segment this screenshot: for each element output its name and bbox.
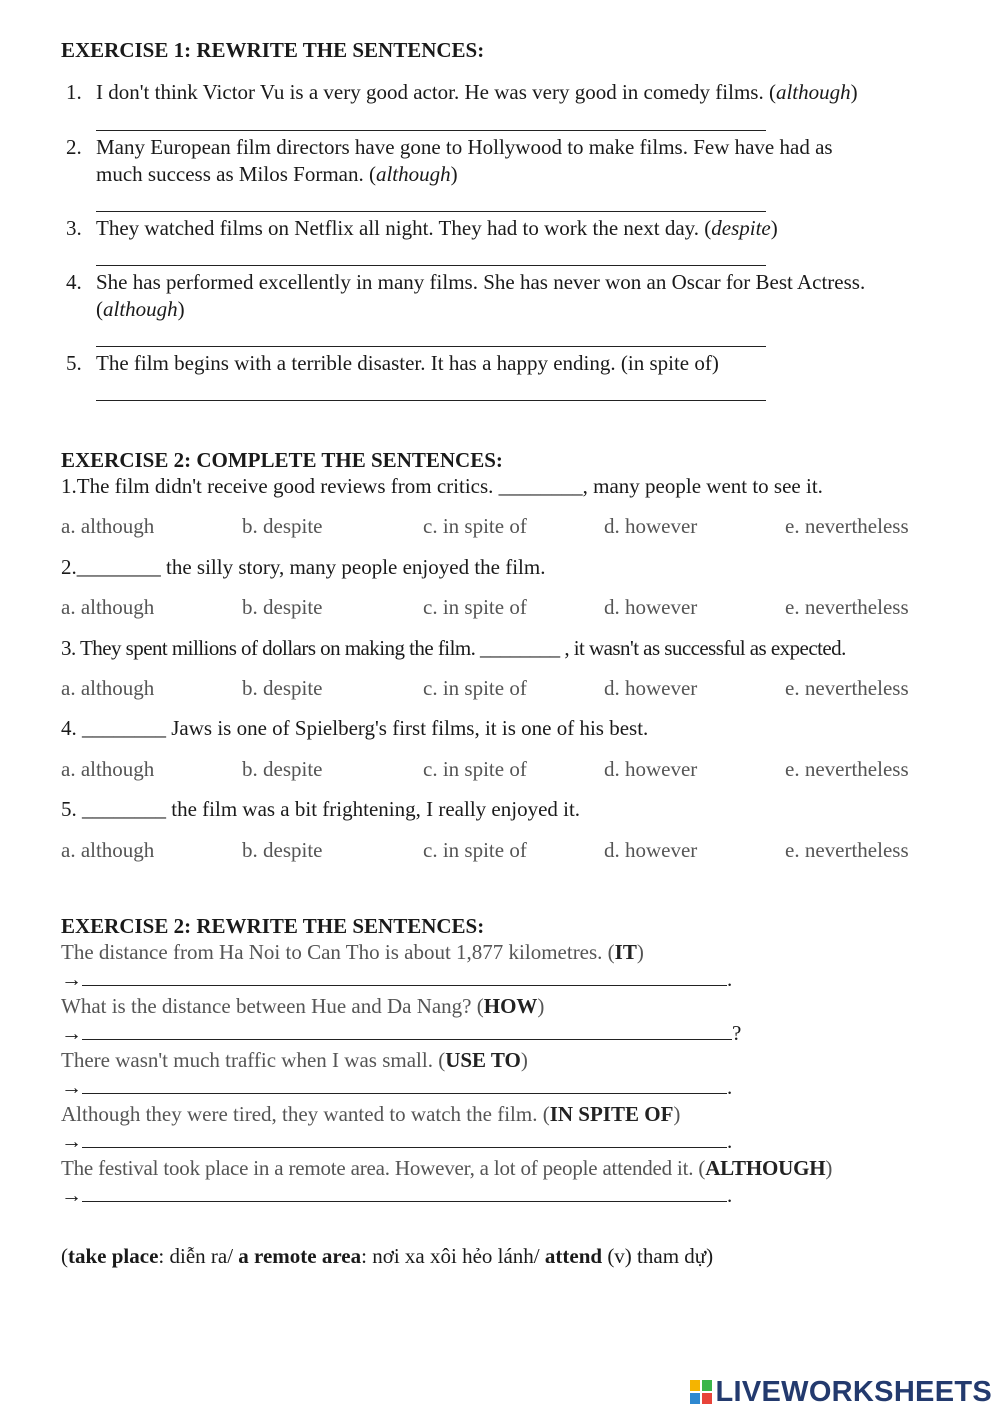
answer-blank[interactable] <box>82 1133 727 1148</box>
ex3-answer-5[interactable]: → . <box>61 1183 733 1207</box>
option-c[interactable]: c. in spite of <box>423 595 527 619</box>
ex2-question-1: 1.The film didn't receive good reviews from critics. ________, many people went to see it. <box>61 474 823 498</box>
answer-blank[interactable] <box>82 1025 732 1040</box>
option-c[interactable]: c. in spite of <box>423 757 527 781</box>
item-text: I don't think Victor Vu is a very good actor. He was very good in comedy films. (although) <box>96 80 858 104</box>
exercise-1-heading: EXERCISE 1: REWRITE THE SENTENCES: <box>61 38 485 62</box>
exercise-3-heading: EXERCISE 2: REWRITE THE SENTENCES: <box>61 914 485 938</box>
option-a[interactable]: a. although <box>61 676 155 700</box>
answer-line[interactable] <box>96 130 766 131</box>
ex3-item-1: The distance from Ha Noi to Can Tho is about 1,877 kilometres. (IT) <box>61 940 644 964</box>
answer-line[interactable] <box>96 265 766 266</box>
option-a[interactable]: a. although <box>61 595 155 619</box>
item-number: 2. <box>66 135 82 159</box>
ex2-question-4: 4. ________ Jaws is one of Spielberg's first films, it is one of his best. <box>61 716 649 740</box>
item-text: The film begins with a terrible disaster. It has a happy ending. (in spite of) <box>96 351 719 375</box>
option-c[interactable]: c. in spite of <box>423 514 527 538</box>
ex2-question-2: 2.________ the silly story, many people enjoyed the film. <box>61 555 546 579</box>
option-a[interactable]: a. although <box>61 514 155 538</box>
logo-text: LIVEWORKSHEETS <box>715 1375 992 1408</box>
arrow-icon: → <box>61 967 82 991</box>
ex3-item-2: What is the distance between Hue and Da Nang? (HOW) <box>61 994 545 1018</box>
item-text: Many European film directors have gone to Hollywood to make films. Few have had as <box>96 135 833 159</box>
glossary-note: (take place: diễn ra/ a remote area: nơi xa xôi hẻo lánh/ attend (v) tham dự) <box>61 1244 714 1268</box>
arrow-icon: → <box>61 1129 82 1153</box>
ex2-question-5: 5. ________ the film was a bit frightening, I really enjoyed it. <box>61 797 581 821</box>
option-e[interactable]: e. nevertheless <box>785 838 909 862</box>
answer-line[interactable] <box>96 211 766 212</box>
arrow-icon: → <box>61 1021 82 1045</box>
option-b[interactable]: b. despite <box>242 514 323 538</box>
option-b[interactable]: b. despite <box>242 595 323 619</box>
answer-blank[interactable] <box>82 1187 727 1202</box>
ex2-question-3: 3. They spent millions of dollars on making the film. ________ , it wasn't as successful as expected. <box>61 636 846 660</box>
option-e[interactable]: e. nevertheless <box>785 757 909 781</box>
liveworksheets-logo[interactable] <box>690 1377 993 1407</box>
option-c[interactable]: c. in spite of <box>423 838 527 862</box>
option-a[interactable]: a. although <box>61 757 155 781</box>
exercise-2-heading: EXERCISE 2: COMPLETE THE SENTENCES: <box>61 448 503 472</box>
option-c[interactable]: c. in spite of <box>423 676 527 700</box>
ex3-answer-3[interactable]: → . <box>61 1075 733 1099</box>
option-b[interactable]: b. despite <box>242 757 323 781</box>
ex3-answer-1[interactable]: → . <box>61 967 733 991</box>
option-b[interactable]: b. despite <box>242 838 323 862</box>
item-text: They watched films on Netflix all night. They had to work the next day. (despite) <box>96 216 778 240</box>
ex3-item-5: The festival took place in a remote area. However, a lot of people attended it. (ALTHOUGH) <box>61 1156 833 1180</box>
answer-line[interactable] <box>96 346 766 347</box>
answer-line[interactable] <box>96 400 766 401</box>
ex3-item-4: Although they were tired, they wanted to watch the film. (IN SPITE OF) <box>61 1102 681 1126</box>
answer-blank[interactable] <box>82 1079 727 1094</box>
option-e[interactable]: e. nevertheless <box>785 676 909 700</box>
option-d[interactable]: d. however <box>604 676 698 700</box>
answer-blank[interactable] <box>82 971 727 986</box>
liveworksheets-logo-icon <box>690 1380 712 1404</box>
option-d[interactable]: d. however <box>604 838 698 862</box>
option-b[interactable]: b. despite <box>242 676 323 700</box>
ex3-answer-2[interactable]: → ? <box>61 1021 742 1045</box>
item-text: She has performed excellently in many films. She has never won an Oscar for Best Actress. <box>96 270 866 294</box>
item-number: 3. <box>66 216 82 240</box>
option-e[interactable]: e. nevertheless <box>785 514 909 538</box>
item-text-line2: much success as Milos Forman. (although) <box>96 162 458 186</box>
ex3-item-3: There wasn't much traffic when I was small. (USE TO) <box>61 1048 528 1072</box>
item-number: 4. <box>66 270 82 294</box>
option-a[interactable]: a. although <box>61 838 155 862</box>
option-d[interactable]: d. however <box>604 757 698 781</box>
option-d[interactable]: d. however <box>604 595 698 619</box>
option-e[interactable]: e. nevertheless <box>785 595 909 619</box>
item-number: 5. <box>66 351 82 375</box>
ex3-answer-4[interactable]: → . <box>61 1129 733 1153</box>
arrow-icon: → <box>61 1183 82 1207</box>
item-number: 1. <box>66 80 82 104</box>
arrow-icon: → <box>61 1075 82 1099</box>
option-d[interactable]: d. however <box>604 514 698 538</box>
item-text-line2: (although) <box>96 297 185 321</box>
